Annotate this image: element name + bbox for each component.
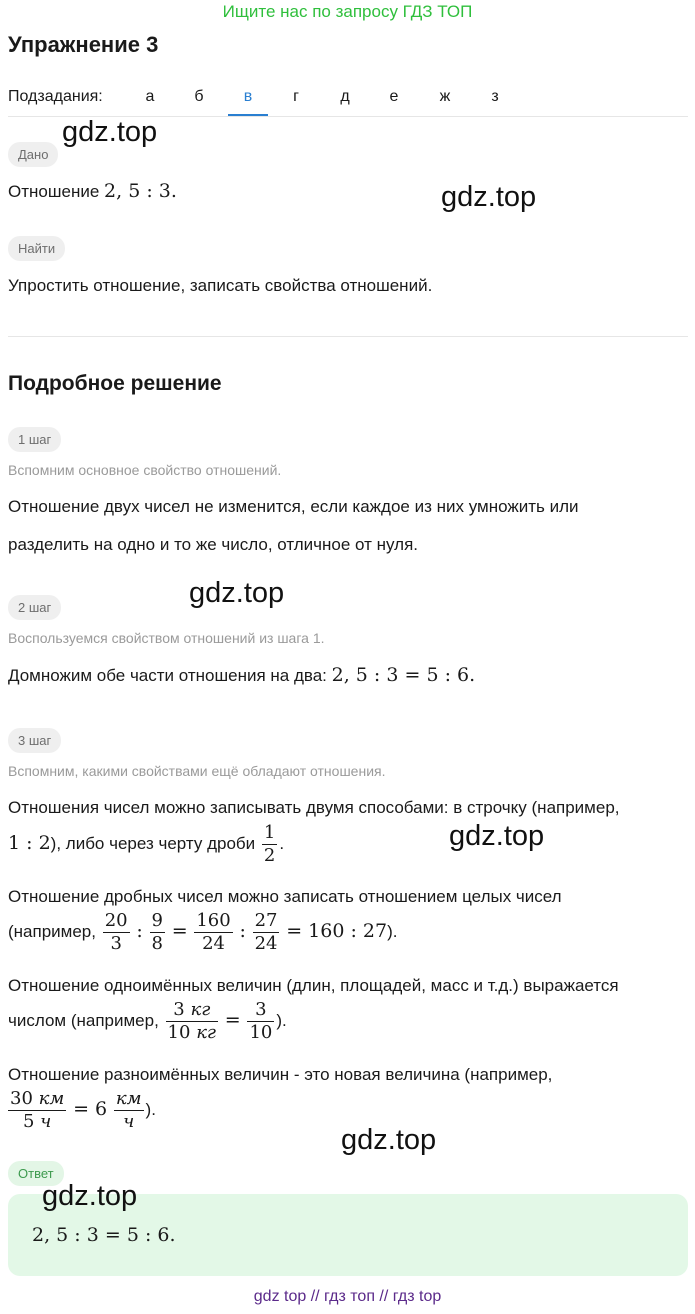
- tab-e[interactable]: е: [389, 88, 399, 105]
- step3-hint: Вспомним, какими свойствами ещё обладают отношения.: [8, 763, 386, 779]
- search-hint-banner: Ищите нас по запросу ГДЗ ТОП: [222, 2, 473, 21]
- subtask-tabs: [8, 86, 688, 116]
- step3-p3-line1: Отношение одноимённых величин (длин, площадей, масс и т.д.) выражается: [8, 976, 619, 995]
- watermark: gdz.top: [449, 820, 545, 852]
- step3-p1-line2: 1 : 2), либо через черту дроби $\frac{1}{2}$ .: [8, 822, 285, 866]
- step2-pill: 2 шаг: [8, 595, 61, 620]
- given-text: Отношение 2, 5 : 3.: [8, 180, 177, 202]
- step2-hint: Воспользуемся свойством отношений из шага 1.: [8, 630, 325, 646]
- section-divider: [8, 336, 688, 337]
- step3-p2-line1: Отношение дробных чисел можно записать отношением целых чисел: [8, 887, 562, 906]
- find-pill: Найти: [8, 236, 65, 261]
- footer-links[interactable]: gdz top // гдз топ // гдз top: [253, 1288, 442, 1305]
- step3-p4-line1: Отношение разноимённых величин - это новая величина (например,: [8, 1065, 553, 1084]
- answer-text: 2, 5 : 3 = 5 : 6.: [32, 1224, 176, 1246]
- find-text: Упростить отношение, записать свойства отношений.: [8, 276, 433, 295]
- step1-line2: разделить на одно и то же число, отличное от нуля.: [8, 535, 419, 554]
- tab-g[interactable]: г: [293, 88, 299, 105]
- step1-hint: Вспомним основное свойство отношений.: [8, 462, 282, 478]
- watermark: gdz.top: [341, 1124, 437, 1156]
- step3-p3-line2: числом (например, $\frac{3 кг}{10 кг}$ = $\frac{3}{10}$ ).: [8, 999, 287, 1043]
- answer-pill: Ответ: [8, 1161, 64, 1186]
- tab-d[interactable]: д: [340, 88, 350, 105]
- fraction-one-half: $\frac{1}{2}$: [263, 822, 276, 866]
- watermark: gdz.top: [62, 116, 158, 148]
- step2-text: Домножим обе части отношения на два: 2, 5 : 3 = 5 : 6.: [8, 664, 476, 686]
- step3-p1-line1: Отношения чисел можно записывать двумя способами: в строчку (например,: [8, 798, 620, 817]
- tab-zh[interactable]: ж: [439, 88, 451, 105]
- given-pill: Дано: [8, 142, 58, 167]
- watermark: gdz.top: [42, 1180, 138, 1212]
- step1-line1: Отношение двух чисел не изменится, если каждое из них умножить или: [8, 497, 579, 516]
- tab-a[interactable]: а: [145, 88, 155, 105]
- step1-pill: 1 шаг: [8, 427, 61, 452]
- tab-b[interactable]: б: [194, 88, 204, 105]
- step3-p4-line2: $\frac{30 км}{5 ч}$ = 6 $\frac{км}{ч}$ ).: [10, 1088, 156, 1132]
- watermark: gdz.top: [189, 577, 285, 609]
- step3-p2-line2: (например, $\frac{20}{3}$ : $\frac{9}{8}$ = $\frac{160}{24}$ : $\frac{27}{24}$ = 160 : 27).: [8, 910, 398, 954]
- tab-v[interactable]: в: [228, 88, 268, 117]
- watermark: gdz.top: [441, 181, 537, 213]
- page-title: Упражнение 3: [8, 32, 159, 57]
- solution-title: Подробное решение: [8, 372, 222, 395]
- step3-pill: 3 шаг: [8, 728, 61, 753]
- tab-z[interactable]: з: [491, 88, 499, 105]
- subtasks-label: Подзадания:: [8, 88, 103, 105]
